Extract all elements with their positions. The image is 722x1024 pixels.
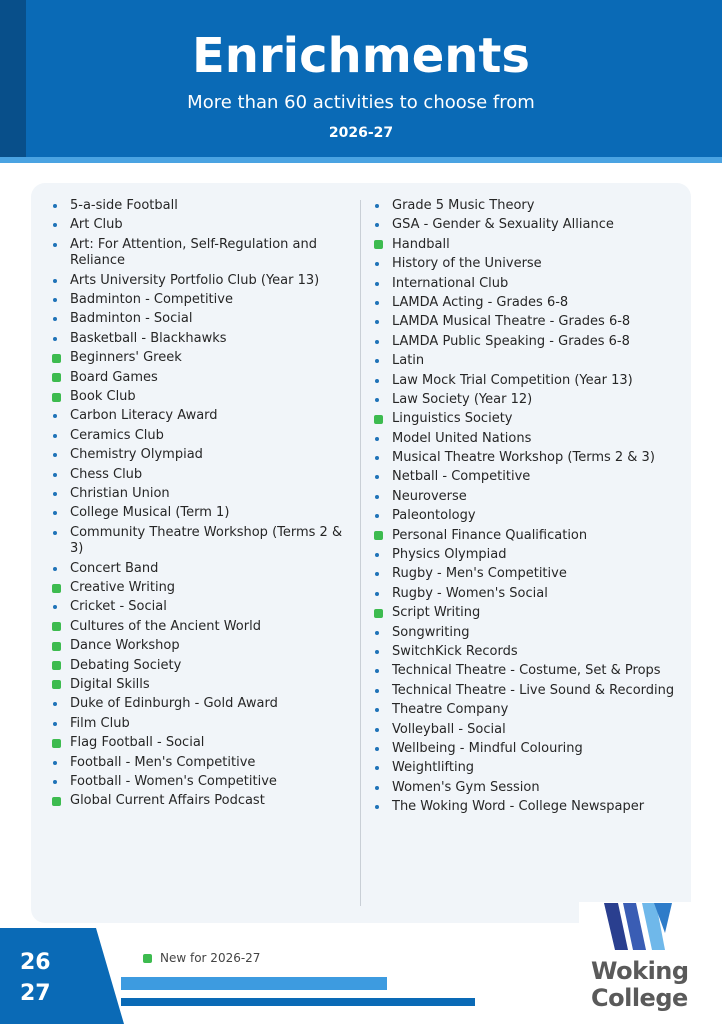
activity-item [53,525,348,558]
activity-item [375,566,675,583]
new-indicator-icon [52,661,61,670]
page-title: Enrichments [192,28,530,84]
bullet-icon [53,473,57,477]
bullet-icon [375,747,379,751]
header-underline [0,157,722,163]
bullet-icon [375,592,379,596]
activity-item [375,799,675,816]
bullet-icon [375,398,379,402]
activity-label: Chemistry Olympiad [70,447,203,463]
activity-label: Songwriting [392,624,470,640]
activity-item [53,658,348,675]
activity-item [53,619,348,636]
activity-label: Community Theatre Workshop (Terms 2 & 3) [70,524,343,557]
activity-item [53,447,348,464]
bullet-icon [375,728,379,732]
bullet-icon [375,301,379,305]
year-badge-top: 26 [20,950,51,975]
year-badge-shape [0,928,124,1024]
activity-item [375,276,675,293]
activity-item [53,793,348,810]
footer-bar-dark [121,998,475,1006]
new-indicator-icon [374,609,383,618]
activity-label: Neuroverse [392,488,467,504]
activity-item [375,663,675,680]
activity-label: Book Club [70,389,136,405]
activity-label: Debating Society [70,657,182,673]
activity-item [375,547,675,564]
activity-item [375,722,675,739]
activity-item [53,774,348,791]
bullet-icon [375,475,379,479]
activity-label: LAMDA Acting - Grades 6-8 [392,294,569,310]
activity-label: Technical Theatre - Live Sound & Recording [392,682,675,698]
activity-label: History of the Universe [392,256,542,272]
activity-label: Script Writing [392,605,481,621]
activity-label: Concert Band [70,560,159,576]
bullet-icon [375,437,379,441]
activity-label: Technical Theatre - Costume, Set & Props [392,663,661,679]
bullet-icon [375,204,379,208]
new-indicator-icon [374,415,383,424]
activity-label: Chess Club [70,466,143,482]
activity-label: GSA - Gender & Sexuality Alliance [392,217,614,233]
bullet-icon [53,511,57,515]
activity-item [375,411,675,428]
activity-label: Latin [392,353,425,369]
activity-label: Wellbeing - Mindful Colouring [392,740,583,756]
bullet-icon [53,223,57,227]
activity-item [375,334,675,351]
activity-item [53,311,348,328]
logo-text-woking: Woking [591,957,689,985]
activity-label: Physics Olympiad [392,547,507,563]
activity-item [375,295,675,312]
activity-item [53,217,348,234]
activity-item [53,755,348,772]
activity-item [53,273,348,290]
activity-label: Basketball - Blackhawks [70,330,227,346]
activity-label: Art: For Attention, Self-Regulation and Reliance [70,236,317,269]
activity-item [375,760,675,777]
new-indicator-icon [52,393,61,402]
activity-label: LAMDA Public Speaking - Grades 6-8 [392,333,630,349]
activity-label: Rugby - Men's Competitive [392,566,567,582]
activity-label: Cultures of the Ancient World [70,618,261,634]
activity-label: Digital Skills [70,676,150,692]
column-divider [360,200,361,906]
activity-label: Board Games [70,369,158,385]
activity-label: Personal Finance Qualification [392,527,588,543]
activity-item [53,237,348,270]
year-badge-bottom: 27 [20,981,51,1006]
activity-item [375,431,675,448]
new-indicator-icon [52,354,61,363]
activity-label: Model United Nations [392,430,532,446]
bullet-icon [375,786,379,790]
bullet-icon [375,650,379,654]
activity-item [53,580,348,597]
activity-item [375,392,675,409]
activity-item [375,741,675,758]
activity-label: Theatre Company [392,702,509,718]
activity-item [53,389,348,406]
bullet-icon [53,605,57,609]
activity-item [375,353,675,370]
bullet-icon [53,531,57,535]
activities-list-right [375,198,675,819]
activity-label: Rugby - Women's Social [392,585,548,601]
activity-label: Ceramics Club [70,427,164,443]
activity-item [53,486,348,503]
activity-item [53,716,348,733]
activity-item [53,331,348,348]
activity-item [53,370,348,387]
bullet-icon [375,572,379,576]
activity-label: Art Club [70,217,123,233]
bullet-icon [53,317,57,321]
activity-label: Women's Gym Session [392,779,540,795]
activity-item [53,408,348,425]
new-indicator-icon [52,622,61,631]
bullet-icon [53,243,57,247]
bullet-icon [53,434,57,438]
activity-item [375,469,675,486]
bullet-icon [375,379,379,383]
bullet-icon [375,553,379,557]
activity-label: Arts University Portfolio Club (Year 13) [70,272,320,288]
activity-label: Flag Football - Social [70,735,205,751]
bullet-icon [375,359,379,363]
year-badge [0,928,124,1024]
activity-item [53,428,348,445]
activity-item [53,292,348,309]
activity-item [53,505,348,522]
activity-label: SwitchKick Records [392,643,518,659]
activity-label: Weightlifting [392,760,475,776]
activity-label: Beginners' Greek [70,350,182,366]
activity-label: Dance Workshop [70,638,180,654]
activities-list-left [53,198,348,813]
activity-label: The Woking Word - College Newspaper [392,799,645,815]
bullet-icon [53,702,57,706]
bullet-icon [375,320,379,324]
activity-label: Netball - Competitive [392,469,531,485]
bullet-icon [375,223,379,227]
activity-item [375,314,675,331]
new-indicator-icon [374,240,383,249]
activity-label: Carbon Literacy Award [70,408,218,424]
new-indicator-icon [52,797,61,806]
new-indicator-icon [52,584,61,593]
activity-label: LAMDA Musical Theatre - Grades 6-8 [392,314,631,330]
activity-label: Film Club [70,715,130,731]
footer-bar-light [121,977,387,990]
activity-item [375,198,675,215]
activity-label: College Musical (Term 1) [70,505,230,521]
activity-label: Law Society (Year 12) [392,391,533,407]
activity-item [53,561,348,578]
activity-item [375,508,675,525]
bullet-icon [375,805,379,809]
new-indicator-icon [52,680,61,689]
bullet-icon [375,514,379,518]
bullet-icon [53,453,57,457]
page-subtitle: More than 60 activities to choose from [187,92,535,113]
activity-item [375,528,675,545]
bullet-icon [53,761,57,765]
activity-label: Volleyball - Social [392,721,506,737]
activity-item [375,702,675,719]
bullet-icon [53,279,57,283]
activity-label: Linguistics Society [392,411,513,427]
activity-label: Global Current Affairs Podcast [70,793,265,809]
bullet-icon [375,689,379,693]
activity-item [53,350,348,367]
new-indicator-icon [52,642,61,651]
bullet-icon [375,669,379,673]
bullet-icon [53,414,57,418]
bullet-icon [53,492,57,496]
bullet-icon [375,708,379,712]
activity-label: Football - Men's Competitive [70,754,256,770]
activity-item [375,605,675,622]
activity-label: International Club [392,275,509,291]
bullet-icon [375,631,379,635]
academic-year: 2026-27 [328,125,394,141]
bullet-icon [53,337,57,341]
activity-item [53,198,348,215]
activity-label: Paleontology [392,508,476,524]
activity-label: Law Mock Trial Competition (Year 13) [392,372,633,388]
activity-item [53,467,348,484]
activity-label: Badminton - Competitive [70,292,233,308]
college-logo-mark [604,903,674,953]
logo-text-college: College [591,984,688,1012]
activity-item [375,683,675,700]
legend-label: New for 2026-27 [160,951,261,965]
activity-item [375,586,675,603]
activity-item [375,489,675,506]
activity-item [53,735,348,752]
bullet-icon [53,204,57,208]
activity-item [375,625,675,642]
activity-label: Handball [392,236,450,252]
new-indicator-icon [52,739,61,748]
activity-item [375,780,675,797]
activity-item [53,599,348,616]
activity-item [53,677,348,694]
activity-item [375,256,675,273]
bullet-icon [53,298,57,302]
new-indicator-icon [374,531,383,540]
activity-item [375,644,675,661]
bullet-icon [375,262,379,266]
bullet-icon [375,340,379,344]
bullet-icon [375,456,379,460]
activity-item [53,696,348,713]
bullet-icon [375,766,379,770]
new-indicator-icon [143,954,152,963]
activity-label: Musical Theatre Workshop (Terms 2 & 3) [392,450,655,466]
bullet-icon [375,282,379,286]
bullet-icon [53,567,57,571]
activity-item [53,638,348,655]
activity-label: Badminton - Social [70,311,193,327]
activity-item [375,217,675,234]
activity-item [375,373,675,390]
bullet-icon [53,780,57,784]
activity-label: Football - Women's Competitive [70,773,277,789]
bullet-icon [375,495,379,499]
activity-label: 5-a-side Football [70,198,178,213]
activity-item [375,450,675,467]
activity-label: Duke of Edinburgh - Gold Award [70,696,278,712]
activity-label: Christian Union [70,485,170,501]
activity-item [375,237,675,254]
activity-label: Grade 5 Music Theory [392,198,535,213]
activity-label: Creative Writing [70,580,176,596]
new-indicator-icon [52,373,61,382]
activity-label: Cricket - Social [70,599,167,615]
bullet-icon [53,722,57,726]
